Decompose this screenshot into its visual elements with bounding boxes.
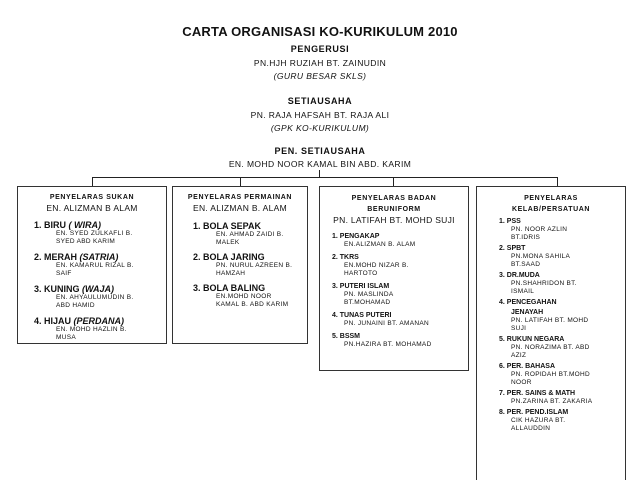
- item-member: NOOR: [511, 379, 532, 386]
- item-member: PN.MONA SAHILA: [511, 253, 571, 260]
- list-item: [332, 332, 468, 349]
- box-heading: PENYELARAS: [524, 195, 578, 202]
- item-member: EN.MOHD NIZAR B.: [344, 262, 409, 269]
- item-member: MALEK: [216, 239, 240, 246]
- item-tag: (PERDANA): [73, 316, 125, 326]
- item-member: ALLAUDDIN: [511, 425, 551, 432]
- item-label: 4. HIJAU: [34, 316, 72, 326]
- item-member: KAMAL B. ABD KARIM: [216, 301, 289, 308]
- box-coordinator: EN. ALIZMAN B. ALAM: [192, 203, 288, 213]
- box-heading-2: KELAB/PERSATUAN: [511, 206, 591, 213]
- item-member: BT.IDRIS: [511, 234, 541, 241]
- item-label: 1. PSS: [499, 218, 521, 225]
- box-kelab-persatuan: [476, 186, 626, 480]
- item-tag: (WAJA): [82, 284, 115, 294]
- list-item: [332, 232, 468, 249]
- list-item: [499, 298, 625, 307]
- box-coordinator: PN. LATIFAH BT. MOHD SUJI: [333, 215, 455, 225]
- item-member: PN. NOOR AZLIN: [511, 226, 568, 233]
- item-member: EN. MOHD HAZLIN B.: [56, 326, 127, 333]
- connector-drop-1: [92, 177, 93, 186]
- item-member: EN.ALIZMAN B. ALAM: [344, 241, 416, 248]
- list-item: [499, 389, 625, 406]
- item-label: 1. BOLA SEPAK: [193, 221, 262, 231]
- item-member: HARTOTO: [344, 270, 378, 277]
- item-tag: ( WIRA): [68, 220, 102, 230]
- item-member: EN. SYED ZULKAFLI B.: [56, 230, 133, 237]
- item-label: 1. PENGAKAP: [332, 233, 380, 240]
- chairman-role: PENGERUSI: [290, 44, 350, 54]
- box-sukan: [17, 186, 167, 344]
- item-member: BT.SAAD: [511, 261, 541, 268]
- item-list: [477, 217, 625, 433]
- item-label: 3. BOLA BALING: [193, 283, 266, 293]
- item-label: 2. MERAH: [34, 252, 78, 262]
- box-coordinator: EN. ALIZMAN B ALAM: [46, 203, 138, 213]
- secretary-name: PN. RAJA HAFSAH BT. RAJA ALI: [250, 110, 390, 120]
- item-member: PN. LATIFAH BT. MOHD: [511, 317, 589, 324]
- box-heading: PENYELARAS PERMAINAN: [187, 194, 293, 201]
- secretary-position: (GPK KO-KURIKULUM): [270, 123, 370, 133]
- item-member: PN.SHAHRIDON BT.: [511, 280, 577, 287]
- item-label: 6. PER. BAHASA: [499, 363, 556, 370]
- item-tag: (SATRIA): [79, 252, 119, 262]
- item-label: JENAYAH: [511, 309, 544, 316]
- box-badan-beruniform: [319, 186, 469, 371]
- item-label: 3. KUNING: [34, 284, 80, 294]
- item-label: 7. PER. SAINS & MATH: [499, 390, 576, 397]
- list-item: [332, 311, 468, 328]
- item-member: PN.HAZIRA BT. MOHAMAD: [344, 341, 432, 348]
- item-member: PN. ROPIDAH BT.MOHD: [511, 371, 591, 378]
- box-heading-2: BERUNIFORM: [367, 206, 421, 213]
- item-member: ABD HAMID: [56, 302, 95, 309]
- item-member: EN.MOHD NOOR: [216, 293, 272, 300]
- list-item: [332, 253, 468, 278]
- box-heading: PENYELARAS BADAN: [351, 195, 437, 202]
- item-list: [18, 220, 166, 342]
- item-member: PN. NURUL AZREEN B.: [216, 262, 293, 269]
- item-label: 4. TUNAS PUTERI: [332, 312, 392, 319]
- list-item: [34, 252, 166, 278]
- item-member: SYED ABD KARIM: [56, 238, 116, 245]
- item-label: 5. RUKUN NEGARA: [499, 336, 565, 343]
- connector-trunk: [319, 170, 320, 177]
- connector-drop-3: [393, 177, 394, 186]
- box-heading: PENYELARAS SUKAN: [49, 194, 135, 201]
- chart-title: CARTA ORGANISASI KO-KURIKULUM 2010: [182, 24, 458, 39]
- chairman-position: (GURU BESAR SKLS): [273, 71, 367, 81]
- list-item: [511, 308, 625, 333]
- item-label: 3. PUTERI ISLAM: [332, 283, 390, 290]
- list-item: [193, 252, 307, 278]
- list-item: [332, 282, 468, 307]
- item-list: [320, 232, 468, 349]
- item-label: 5. BSSM: [332, 333, 361, 340]
- item-member: EN. AHYAULUMUDIN B.: [56, 294, 134, 301]
- item-member: PN. JUNAINI BT. AMANAN: [344, 320, 429, 327]
- item-member: SAIF: [56, 270, 72, 277]
- item-member: AZIZ: [511, 352, 527, 359]
- item-member: HAMZAH: [216, 270, 246, 277]
- item-member: MUSA: [56, 334, 76, 341]
- list-item: [499, 335, 625, 360]
- item-label: 2. TKRS: [332, 254, 359, 261]
- list-item: [499, 362, 625, 387]
- item-member: PN.ZARINA BT. ZAKARIA: [511, 398, 593, 405]
- list-item: [499, 217, 625, 242]
- list-item: [34, 220, 166, 246]
- connector-horizontal: [92, 177, 557, 178]
- item-member: PN. MASLINDA: [344, 291, 394, 298]
- list-item: [499, 244, 625, 269]
- item-label: 2. BOLA JARING: [193, 252, 265, 262]
- list-item: [499, 408, 625, 433]
- item-label: 1. BIRU: [34, 220, 67, 230]
- connector-drop-2: [240, 177, 241, 186]
- assistant-secretary-role: PEN. SETIAUSAHA: [274, 146, 366, 156]
- item-member: EN. KAMARUL RIZAL B.: [56, 262, 134, 269]
- secretary-role: SETIAUSAHA: [287, 96, 353, 106]
- list-item: [34, 316, 166, 342]
- item-label: 4. PENCEGAHAN: [499, 299, 557, 306]
- assistant-secretary-name: EN. MOHD NOOR KAMAL BIN ABD. KARIM: [228, 159, 412, 169]
- item-member: CIK HAZURA BT.: [511, 417, 566, 424]
- list-item: [499, 271, 625, 296]
- item-member: EN. AHMAD ZAIDI B.: [216, 231, 284, 238]
- list-item: [34, 284, 166, 310]
- item-label: 3. DR.MUDA: [499, 272, 540, 279]
- item-list: [173, 221, 307, 309]
- item-member: ISMAIL: [511, 288, 535, 295]
- item-member: PN. NORAZIMA BT. ABD: [511, 344, 590, 351]
- list-item: [193, 221, 307, 247]
- connector-drop-4: [557, 177, 558, 186]
- box-permainan: [172, 186, 308, 344]
- item-member: SUJI: [511, 325, 527, 332]
- chairman-name: PN.HJH RUZIAH BT. ZAINUDIN: [253, 58, 387, 68]
- item-member: BT.MOHAMAD: [344, 299, 391, 306]
- item-label: 8. PER. PEND.ISLAM: [499, 409, 569, 416]
- item-label: 2. SPBT: [499, 245, 526, 252]
- list-item: [193, 283, 307, 309]
